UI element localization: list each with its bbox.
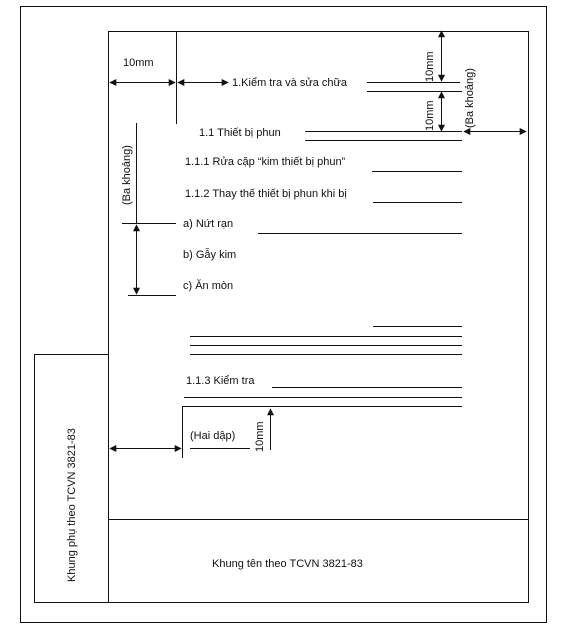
dim-10mm-right-a-label: 10mm <box>424 51 436 82</box>
dim-10mm-right-b-label: 10mm <box>424 100 436 131</box>
dim-10mm-top-label: 10mm <box>123 57 154 69</box>
heading-1: 1.Kiểm tra và sửa chữa <box>232 77 347 89</box>
item-1-1-1: 1.1.1 Rửa cặp “kim thiết bị phun” <box>185 156 346 168</box>
item-1-1: 1.1 Thiết bị phun <box>199 127 281 139</box>
dim-10mm-bottom-label: 10mm <box>254 421 266 452</box>
item-1-1-2: 1.1.2 Thay thế thiết bị phun khi bị <box>185 188 347 200</box>
item-b: b) Gẫy kim <box>183 249 237 261</box>
hai-dap-note: (Hai dập) <box>190 430 236 442</box>
item-a: a) Nứt rạn <box>183 218 234 230</box>
side-note-left: (Ba khoảng) <box>121 145 133 205</box>
title-block-label: Khung tên theo TCVN 3821-83 <box>212 558 363 570</box>
item-1-1-3: 1.1.3 Kiểm tra <box>186 375 255 387</box>
side-frame-label: Khung phụ theo TCVN 3821-83 <box>66 428 78 582</box>
side-note-right: (Ba khoảng) <box>464 68 476 128</box>
item-c: c) Ăn mòn <box>183 280 234 292</box>
